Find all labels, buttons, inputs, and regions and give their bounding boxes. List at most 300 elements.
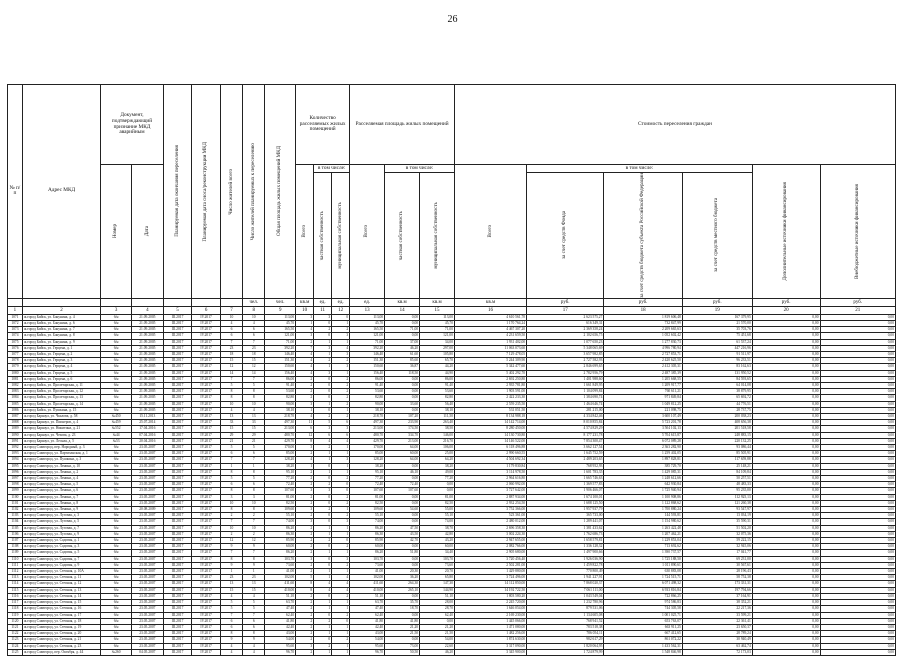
table-cell: 7 129 478,05: [455, 351, 527, 357]
table-cell: 106,00: [420, 445, 455, 451]
unit-cell: чел.: [243, 298, 265, 306]
table-cell: 0,00: [385, 376, 420, 382]
table-cell: 15: [243, 358, 265, 364]
table-cell: 2 932 254,50: [455, 500, 527, 506]
table-cell: 85,90: [350, 538, 385, 544]
table-cell: IV.2017: [192, 649, 221, 655]
table-cell: 0,00: [752, 525, 820, 531]
table-cell: 23: [220, 345, 242, 351]
table-cell: 0,00: [385, 637, 420, 643]
table-cell: 213,00: [265, 426, 296, 432]
table-cell: 113,00: [350, 314, 385, 320]
table-cell: 1 957 937,79: [527, 507, 604, 513]
table-cell: 59 222,15: [682, 538, 752, 544]
table-cell: 760 611,21: [604, 389, 682, 395]
address-cell: ж.город Бийск, ул. Пролетарская, д. 14: [22, 401, 100, 407]
column-index-cell: 11: [314, 306, 332, 314]
table-cell: IV.2017: [192, 482, 221, 488]
table-cell: 7: [220, 457, 242, 463]
table-cell: 45,70: [350, 320, 385, 326]
table-cell: IV.2017: [192, 414, 221, 420]
table-cell: 1094: [8, 457, 23, 463]
table-cell: 86,20: [350, 525, 385, 531]
table-cell: 281 215,00: [527, 407, 604, 413]
table-cell: 0,00: [385, 593, 420, 599]
table-cell: 861 072,22: [604, 637, 682, 643]
table-cell: 2: [296, 513, 314, 519]
table-cell: IV.2017: [192, 339, 221, 345]
address-cell: ж.город Славгород, ул. Степная, д. 23: [22, 643, 100, 649]
table-cell: 21.09.2005: [131, 376, 163, 382]
table-cell: 4: [296, 414, 314, 420]
table-cell: б/н: [101, 538, 132, 544]
table-cell: 3: [296, 643, 314, 649]
column-index-cell: 18: [604, 306, 682, 314]
table-cell: 497,30: [265, 420, 296, 426]
table-cell: 86,30: [350, 531, 385, 537]
table-cell: 12: [220, 364, 242, 370]
address-cell: ж.город Бийск, ул. Герцена, д. 4: [22, 364, 100, 370]
table-cell: б/н: [101, 333, 132, 339]
address-cell: ж.город Славгород, ул. Ленина, д. 10: [22, 463, 100, 469]
address-cell: ж.город Славгород, ул. Степная, д. 11: [22, 575, 100, 581]
table-cell: III.2017: [163, 395, 192, 401]
table-cell: IV.2017: [192, 519, 221, 525]
table-cell: 23.05.2007: [131, 631, 163, 637]
table-cell: 1 336 128,32: [527, 544, 604, 550]
table-cell: 85,90: [265, 538, 296, 544]
address-cell: ж.город Бийск, ул. Бакунина, д. 8: [22, 333, 100, 339]
table-cell: III.2017: [163, 314, 192, 320]
table-cell: 64 014,08: [682, 382, 752, 388]
table-cell: №260: [101, 649, 132, 655]
table-cell: 616 349,31: [527, 320, 604, 326]
table-cell: III.2017: [163, 432, 192, 438]
table-cell: 2 487 385,39: [604, 370, 682, 376]
table-cell: 1 665 746,63: [527, 476, 604, 482]
table-cell: 1079: [8, 364, 23, 370]
table-cell: 1 819 606,48: [604, 314, 682, 320]
table-cell: 1103: [8, 513, 23, 519]
table-cell: 1080: [8, 370, 23, 376]
table-cell: 8: [243, 469, 265, 475]
table-cell: 3 114 978,50: [455, 469, 527, 475]
table-cell: 8: [220, 389, 242, 395]
table-cell: 1 263 422,48: [604, 525, 682, 531]
table-cell: 2: [296, 476, 314, 482]
table-cell: 1: [314, 606, 332, 612]
address-cell: ж.город Славгород, ул. Луговая, д. 7: [22, 525, 100, 531]
table-cell: б/н: [101, 364, 132, 370]
table-cell: 73,60: [350, 562, 385, 568]
table-cell: 33: [243, 420, 265, 426]
table-cell: 6: [220, 618, 242, 624]
table-cell: 82,50: [420, 500, 455, 506]
table-cell: 71,00: [265, 339, 296, 345]
table-cell: IV.2017: [192, 631, 221, 637]
table-cell: 8: [243, 556, 265, 562]
table-cell: 3: [243, 494, 265, 500]
address-cell: ж.город Славгород, ул. Степная, д. 20: [22, 631, 100, 637]
table-cell: III.2017: [163, 476, 192, 482]
table-cell: б/н: [101, 482, 132, 488]
table-cell: б/н: [101, 320, 132, 326]
table-cell: 0,00: [820, 612, 895, 618]
address-cell: ж.город Славгород, ул. Садовая, д. 9: [22, 562, 100, 568]
table-cell: 35 703,76: [682, 327, 752, 333]
table-cell: б/н: [101, 457, 132, 463]
table-cell: 20,30: [385, 569, 420, 575]
table-cell: 0: [314, 637, 332, 643]
table-cell: 91,40: [265, 382, 296, 388]
table-cell: 6: [220, 327, 242, 333]
table-cell: 1 100 908,86: [604, 494, 682, 500]
table-cell: 81,00: [420, 494, 455, 500]
table-cell: 4: [243, 320, 265, 326]
table-cell: IV.2017: [192, 389, 221, 395]
table-cell: 0,00: [752, 364, 820, 370]
table-cell: 71,00: [350, 339, 385, 345]
table-cell: IV.2017: [192, 488, 221, 494]
table-cell: 41,00: [350, 569, 385, 575]
table-cell: 5 402 292,70: [455, 370, 527, 376]
address-cell: ж.город Бийск, ул. Бакунина, д. 4: [22, 314, 100, 320]
table-cell: 156,40: [350, 370, 385, 376]
table-cell: 0: [314, 494, 332, 500]
table-cell: III.2017: [163, 593, 192, 599]
unit-cell: [101, 298, 132, 306]
table-cell: III.2017: [163, 538, 192, 544]
column-index-cell: 2: [22, 306, 100, 314]
table-cell: 0,00: [820, 457, 895, 463]
table-cell: 1124: [8, 643, 23, 649]
table-cell: 2: [296, 618, 314, 624]
header-cost-subject-budget: за счет средств бюджета субъекта Российской Федерации: [604, 173, 682, 299]
table-cell: 0,00: [385, 612, 420, 618]
table-cell: 84 593,65: [682, 376, 752, 382]
table-cell: 54,00: [420, 637, 455, 643]
table-cell: 23.05.2007: [131, 575, 163, 581]
header-qty-group: Количество расселяемых жилых помещений: [296, 85, 350, 165]
table-cell: 21.09.2005: [131, 364, 163, 370]
table-cell: 1 874 630,00: [455, 637, 527, 643]
table-cell: 1082: [8, 382, 23, 388]
table-cell: III.2017: [163, 500, 192, 506]
table-cell: 6: [243, 618, 265, 624]
table-cell: 144,90: [420, 587, 455, 593]
table-cell: 5: [220, 600, 242, 606]
unit-cell: [192, 298, 221, 306]
table-cell: 653 763,07: [604, 618, 682, 624]
table-cell: 0,00: [752, 562, 820, 568]
table-cell: 91 511,97: [682, 351, 752, 357]
table-cell: 7: [220, 339, 242, 345]
table-cell: III.2017: [163, 562, 192, 568]
table-cell: 0,00: [752, 451, 820, 457]
table-cell: 411,60: [350, 581, 385, 587]
table-cell: 82,80: [420, 395, 455, 401]
table-cell: 4: [296, 351, 314, 357]
table-cell: 2: [332, 476, 350, 482]
table-cell: 2: [296, 538, 314, 544]
table-cell: б/н: [101, 600, 132, 606]
table-cell: 0: [314, 513, 332, 519]
table-cell: 1: [332, 339, 350, 345]
table-cell: 1 209 917,77: [604, 382, 682, 388]
table-cell: IV.2017: [192, 358, 221, 364]
table-cell: 11 063 073,60: [455, 345, 527, 351]
table-cell: 7: [243, 612, 265, 618]
column-index-row: [8, 306, 896, 314]
table-cell: 2: [296, 637, 314, 643]
table-cell: 25 148,21: [682, 463, 752, 469]
table-cell: №459: [101, 420, 132, 426]
table-cell: III.2017: [163, 544, 192, 550]
table-cell: 7: [243, 519, 265, 525]
table-cell: 1112: [8, 569, 23, 575]
table-cell: 109,60: [350, 507, 385, 513]
table-cell: 38,70: [420, 525, 455, 531]
column-index-cell: 8: [243, 306, 265, 314]
table-cell: 0,00: [752, 618, 820, 624]
table-cell: 1: [314, 569, 332, 575]
table-cell: 1 906 466,07: [527, 488, 604, 494]
table-cell: 0: [314, 395, 332, 401]
table-cell: 118,50: [385, 370, 420, 376]
table-cell: 0,00: [385, 407, 420, 413]
table-cell: 0,00: [752, 401, 820, 407]
table-cell: 1123: [8, 637, 23, 643]
table-cell: 23.05.2007: [131, 593, 163, 599]
table-cell: 1 429 880,00: [455, 569, 527, 575]
table-cell: 1072: [8, 320, 23, 326]
table-cell: 1 001 025,71: [604, 612, 682, 618]
table-cell: 128,20: [265, 457, 296, 463]
table-cell: 23.05.2007: [131, 544, 163, 550]
table-cell: 23.05.2007: [131, 445, 163, 451]
table-cell: 144 593,81: [604, 513, 682, 519]
table-cell: 73,00: [385, 643, 420, 649]
table-cell: б/н: [101, 376, 132, 382]
table-cell: 107,60: [265, 488, 296, 494]
table-cell: 23.05.2007: [131, 637, 163, 643]
table-cell: 37 164,91: [682, 593, 752, 599]
table-cell: 1114: [8, 581, 23, 587]
table-cell: 1: [332, 370, 350, 376]
table-cell: IV.2017: [192, 395, 221, 401]
table-cell: 51,10: [420, 593, 455, 599]
table-cell: 2: [332, 593, 350, 599]
header-area-municipal: муниципальная собственность: [420, 173, 455, 299]
table-cell: 0,00: [752, 482, 820, 488]
table-cell: 1: [332, 606, 350, 612]
table-cell: 1 700 880,24: [604, 507, 682, 513]
table-cell: б/н: [101, 451, 132, 457]
table-cell: IV.2017: [192, 569, 221, 575]
table-cell: 0,00: [420, 482, 455, 488]
table-cell: 77,20: [420, 476, 455, 482]
unit-cell: кв.м: [455, 298, 527, 306]
table-cell: 1 429 085,31: [604, 469, 682, 475]
table-cell: 2 692 250,80: [455, 376, 527, 382]
table-cell: 04.05.2007: [131, 649, 163, 655]
table-cell: 15: [220, 587, 242, 593]
table-cell: 2: [314, 358, 332, 364]
table-cell: III.2017: [163, 569, 192, 575]
table-cell: 0,00: [752, 649, 820, 655]
table-cell: 2 696 358,30: [455, 525, 527, 531]
table-cell: III.2017: [163, 414, 192, 420]
table-cell: 1 548 846,98: [604, 649, 682, 655]
table-cell: 2: [332, 562, 350, 568]
table-cell: б/н: [101, 631, 132, 637]
table-cell: 23.05.2007: [131, 457, 163, 463]
table-cell: 1 459 822,78: [527, 562, 604, 568]
table-cell: 111,50: [420, 414, 455, 420]
table-cell: 72,40: [350, 482, 385, 488]
table-cell: 23 650,37: [682, 624, 752, 630]
table-cell: 1 369 577,83: [527, 482, 604, 488]
table-cell: 23.05.2007: [131, 463, 163, 469]
table-cell: IV.2017: [192, 544, 221, 550]
table-cell: 1 926 036,90: [527, 556, 604, 562]
table-cell: 51 502,20: [682, 525, 752, 531]
table-cell: 71,00: [385, 327, 420, 333]
table-cell: 10: [220, 401, 242, 407]
table-cell: 7: [243, 376, 265, 382]
table-cell: 3: [296, 401, 314, 407]
table-cell: III.2017: [163, 382, 192, 388]
table-cell: 8: [243, 395, 265, 401]
table-cell: 28 196,43: [682, 569, 752, 575]
table-cell: 0: [314, 382, 332, 388]
table-cell: 65 692,72: [682, 395, 752, 401]
table-cell: 3 345 900,00: [455, 649, 527, 655]
table-cell: 0,00: [752, 339, 820, 345]
header-doc-group: Документ, подтверждающий признание МКД аварийным: [101, 85, 164, 165]
table-cell: 23.05.2007: [131, 612, 163, 618]
table-cell: 46,20: [420, 649, 455, 655]
header-col-no: № п/п: [8, 85, 23, 299]
table-cell: 0,00: [820, 382, 895, 388]
header-area-total: Всего: [350, 165, 385, 299]
table-cell: 1104: [8, 519, 23, 525]
table-cell: 1 104 099,84: [527, 389, 604, 395]
table-cell: 0: [314, 376, 332, 382]
table-cell: б/н: [101, 643, 132, 649]
table-cell: 23.05.2007: [131, 569, 163, 575]
table-cell: 0,00: [820, 643, 895, 649]
table-cell: 170,00: [350, 445, 385, 451]
table-cell: б/н: [101, 401, 132, 407]
table-cell: 50,50: [385, 649, 420, 655]
table-cell: 642 930,84: [604, 482, 682, 488]
table-cell: 21.09.2005: [131, 345, 163, 351]
table-cell: 21 570,00: [682, 320, 752, 326]
table-cell: 3: [332, 556, 350, 562]
table-cell: 58 752,38: [682, 575, 752, 581]
table-cell: 10: [243, 401, 265, 407]
table-cell: 0: [314, 476, 332, 482]
table-cell: 12: [220, 538, 242, 544]
table-cell: 3: [314, 488, 332, 494]
table-cell: б/н: [101, 550, 132, 556]
table-cell: 4: [296, 364, 314, 370]
table-cell: IV.2017: [192, 327, 221, 333]
table-cell: 5: [220, 445, 242, 451]
table-cell: IV.2017: [192, 376, 221, 382]
table-cell: 21.09.2005: [131, 314, 163, 320]
table-cell: IV.2017: [192, 494, 221, 500]
table-cell: 0,00: [820, 432, 895, 438]
table-cell: 0,00: [752, 581, 820, 587]
table-cell: 3 002 224,30: [455, 531, 527, 537]
table-cell: 20.08.2009: [131, 507, 163, 513]
table-cell: 0,00: [820, 482, 895, 488]
table-cell: 2 502 281,00: [455, 562, 527, 568]
header-doc-date: Дата: [131, 165, 163, 299]
table-cell: IV.2017: [192, 476, 221, 482]
table-cell: 1 205 668,55: [604, 376, 682, 382]
table-cell: 1 381 433,62: [527, 525, 604, 531]
table-cell: 0,00: [385, 500, 420, 506]
address-cell: ж.город Славгород, ул. Степная, д. 16: [22, 606, 100, 612]
table-cell: 8 134 988,18: [455, 414, 527, 420]
table-cell: 0,00: [752, 463, 820, 469]
header-qty-municipal: муниципальная собственность: [332, 173, 350, 299]
table-cell: 85,00: [265, 451, 296, 457]
table-cell: 4: [220, 407, 242, 413]
table-cell: 0,00: [752, 432, 820, 438]
table-cell: III.2017: [163, 587, 192, 593]
table-cell: 1 725 940,94: [604, 488, 682, 494]
table-cell: 0,00: [752, 507, 820, 513]
table-cell: 248 883,15: [682, 432, 752, 438]
table-cell: 1: [332, 445, 350, 451]
table-cell: 0,00: [820, 649, 895, 655]
table-cell: 0: [314, 389, 332, 395]
table-cell: IV.2017: [192, 451, 221, 457]
table-cell: 1: [314, 575, 332, 581]
table-cell: 0,00: [820, 463, 895, 469]
address-cell: ж.город Бийск, ул. Пролетарская, д. 12: [22, 389, 100, 395]
table-cell: 1: [220, 463, 242, 469]
table-cell: 221 098,75: [604, 407, 682, 413]
table-cell: 0,00: [752, 327, 820, 333]
table-cell: 1074: [8, 333, 23, 339]
table-cell: 7: [220, 550, 242, 556]
table-cell: 783 518,38: [527, 624, 604, 630]
table-cell: 7: [220, 376, 242, 382]
table-cell: 1 170 764,24: [455, 320, 527, 326]
table-cell: 0: [314, 463, 332, 469]
table-cell: 1: [314, 600, 332, 606]
table-cell: 53,60: [265, 389, 296, 395]
table-cell: 5: [296, 575, 314, 581]
table-cell: 14: [220, 370, 242, 376]
table-cell: 0,00: [820, 507, 895, 513]
table-cell: 121 260,38: [682, 500, 752, 506]
table-cell: 103,70: [265, 556, 296, 562]
table-cell: 2 422 233,30: [455, 395, 527, 401]
unit-cell: [163, 298, 192, 306]
table-cell: 2: [296, 606, 314, 612]
address-cell: ж.город Славгород, ул. Партизанская, д. 1: [22, 451, 100, 457]
table-cell: 0,00: [820, 624, 895, 630]
table-cell: 8: [220, 488, 242, 494]
table-cell: 29: [243, 432, 265, 438]
table-cell: 1115: [8, 587, 23, 593]
